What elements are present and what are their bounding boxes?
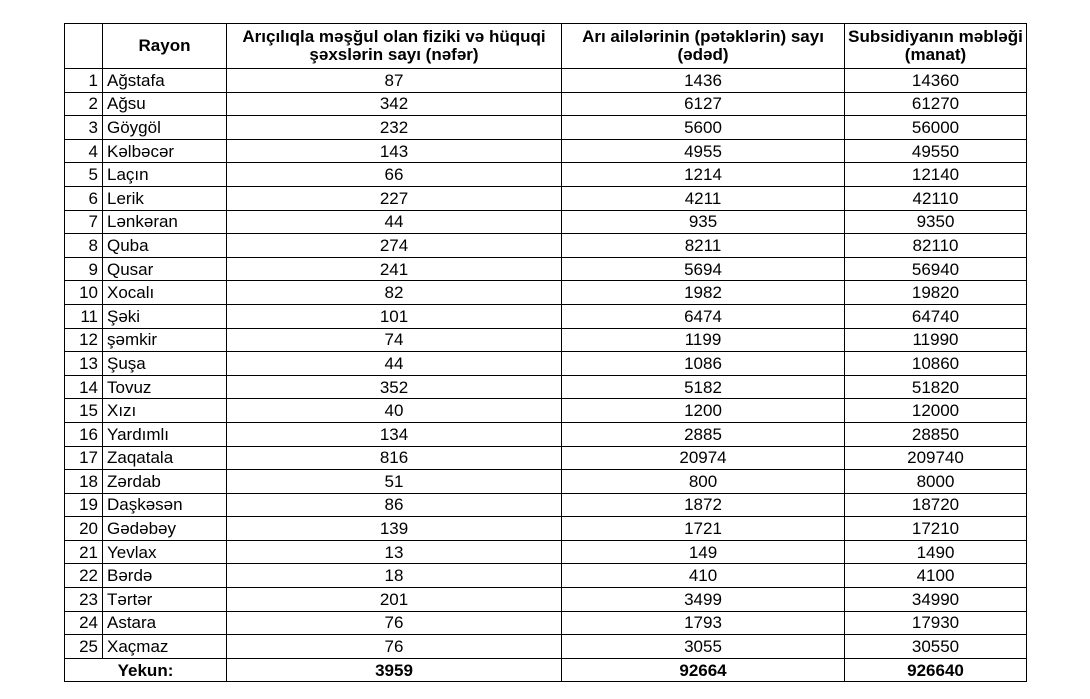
rayon-name: Lənkəran (103, 210, 227, 234)
families-count: 5182 (562, 375, 845, 399)
header-rayon: Rayon (103, 24, 227, 69)
total-row (65, 658, 1027, 682)
table-row (65, 210, 1027, 234)
rayon-name: Zaqatala (103, 446, 227, 470)
table-row (65, 69, 1027, 93)
subsidy-amount: 14360 (845, 69, 1027, 93)
rayon-name: Xızı (103, 399, 227, 423)
header-number (65, 24, 103, 69)
row-number: 1 (65, 69, 103, 93)
table-row (65, 517, 1027, 541)
persons-count: 241 (227, 257, 562, 281)
subsidy-amount: 209740 (845, 446, 1027, 470)
row-number: 5 (65, 163, 103, 187)
table-row (65, 116, 1027, 140)
persons-count: 139 (227, 517, 562, 541)
families-count: 4955 (562, 139, 845, 163)
subsidy-amount: 42110 (845, 186, 1027, 210)
subsidy-amount: 82110 (845, 234, 1027, 258)
subsidy-amount: 49550 (845, 139, 1027, 163)
table-row (65, 234, 1027, 258)
table-row (65, 257, 1027, 281)
families-count: 20974 (562, 446, 845, 470)
table-row (65, 470, 1027, 494)
families-count: 935 (562, 210, 845, 234)
row-number: 17 (65, 446, 103, 470)
families-count: 1872 (562, 493, 845, 517)
persons-count: 76 (227, 635, 562, 659)
persons-count: 74 (227, 328, 562, 352)
total-families: 92664 (562, 658, 845, 682)
families-count: 6474 (562, 304, 845, 328)
families-count: 4211 (562, 186, 845, 210)
rayon-name: Yevlax (103, 540, 227, 564)
subsidy-amount: 61270 (845, 92, 1027, 116)
subsidy-amount: 9350 (845, 210, 1027, 234)
row-number: 10 (65, 281, 103, 305)
persons-count: 816 (227, 446, 562, 470)
header-row (65, 24, 1027, 69)
persons-count: 274 (227, 234, 562, 258)
families-count: 3499 (562, 588, 845, 612)
row-number: 20 (65, 517, 103, 541)
subsidy-amount: 56000 (845, 116, 1027, 140)
header-families: Arı ailələrinin (pətəklərin) sayı (ədəd) (562, 24, 845, 69)
rayon-name: Xocalı (103, 281, 227, 305)
rayon-name: Gədəbəy (103, 517, 227, 541)
row-number: 11 (65, 304, 103, 328)
persons-count: 134 (227, 422, 562, 446)
families-count: 2885 (562, 422, 845, 446)
table-row (65, 399, 1027, 423)
subsidy-amount: 12140 (845, 163, 1027, 187)
table-row (65, 139, 1027, 163)
persons-count: 342 (227, 92, 562, 116)
subsidy-amount: 19820 (845, 281, 1027, 305)
total-subsidy: 926640 (845, 658, 1027, 682)
subsidy-amount: 34990 (845, 588, 1027, 612)
persons-count: 51 (227, 470, 562, 494)
subsidy-amount: 1490 (845, 540, 1027, 564)
header-subsidy: Subsidiyanın məbləği (manat) (845, 24, 1027, 69)
subsidy-amount: 12000 (845, 399, 1027, 423)
rayon-name: Bərdə (103, 564, 227, 588)
subsidy-table (64, 23, 1027, 682)
rayon-name: Tərtər (103, 588, 227, 612)
row-number: 2 (65, 92, 103, 116)
rayon-name: Quba (103, 234, 227, 258)
families-count: 410 (562, 564, 845, 588)
persons-count: 201 (227, 588, 562, 612)
row-number: 3 (65, 116, 103, 140)
families-count: 1982 (562, 281, 845, 305)
row-number: 24 (65, 611, 103, 635)
persons-count: 13 (227, 540, 562, 564)
persons-count: 227 (227, 186, 562, 210)
row-number: 25 (65, 635, 103, 659)
persons-count: 101 (227, 304, 562, 328)
total-label: Yekun: (65, 658, 227, 682)
row-number: 16 (65, 422, 103, 446)
rayon-name: Laçın (103, 163, 227, 187)
families-count: 1086 (562, 352, 845, 376)
persons-count: 44 (227, 352, 562, 376)
row-number: 15 (65, 399, 103, 423)
table-body (65, 69, 1027, 659)
table-row (65, 352, 1027, 376)
rayon-name: Daşkəsən (103, 493, 227, 517)
row-number: 19 (65, 493, 103, 517)
rayon-name: şəmkir (103, 328, 227, 352)
persons-count: 87 (227, 69, 562, 93)
families-count: 1214 (562, 163, 845, 187)
row-number: 7 (65, 210, 103, 234)
rayon-name: Lerik (103, 186, 227, 210)
subsidy-amount: 28850 (845, 422, 1027, 446)
families-count: 8211 (562, 234, 845, 258)
total-persons: 3959 (227, 658, 562, 682)
row-number: 21 (65, 540, 103, 564)
persons-count: 44 (227, 210, 562, 234)
row-number: 18 (65, 470, 103, 494)
row-number: 14 (65, 375, 103, 399)
table-row (65, 186, 1027, 210)
table-header (65, 24, 1027, 69)
families-count: 1436 (562, 69, 845, 93)
subsidy-amount: 56940 (845, 257, 1027, 281)
families-count: 800 (562, 470, 845, 494)
table-row (65, 635, 1027, 659)
families-count: 5600 (562, 116, 845, 140)
persons-count: 82 (227, 281, 562, 305)
rayon-name: Yardımlı (103, 422, 227, 446)
subsidy-amount: 51820 (845, 375, 1027, 399)
table-row (65, 328, 1027, 352)
rayon-name: Şəki (103, 304, 227, 328)
subsidy-amount: 11990 (845, 328, 1027, 352)
subsidy-amount: 8000 (845, 470, 1027, 494)
rayon-name: Ağsu (103, 92, 227, 116)
rayon-name: Xaçmaz (103, 635, 227, 659)
families-count: 5694 (562, 257, 845, 281)
rayon-name: Göygöl (103, 116, 227, 140)
row-number: 23 (65, 588, 103, 612)
subsidy-amount: 10860 (845, 352, 1027, 376)
row-number: 6 (65, 186, 103, 210)
persons-count: 40 (227, 399, 562, 423)
rayon-name: Tovuz (103, 375, 227, 399)
rayon-name: Kəlbəcər (103, 139, 227, 163)
subsidy-amount: 17210 (845, 517, 1027, 541)
table-footer (65, 658, 1027, 682)
table-row (65, 446, 1027, 470)
families-count: 1721 (562, 517, 845, 541)
table-row (65, 493, 1027, 517)
table-row (65, 564, 1027, 588)
table-row (65, 304, 1027, 328)
families-count: 3055 (562, 635, 845, 659)
persons-count: 352 (227, 375, 562, 399)
header-persons: Arıçılıqla məşğul olan fiziki və hüquqi şəxslərin sayı (nəfər) (227, 24, 562, 69)
families-count: 149 (562, 540, 845, 564)
persons-count: 76 (227, 611, 562, 635)
persons-count: 66 (227, 163, 562, 187)
families-count: 1793 (562, 611, 845, 635)
subsidy-amount: 4100 (845, 564, 1027, 588)
table-row (65, 163, 1027, 187)
subsidy-amount: 18720 (845, 493, 1027, 517)
table-row (65, 588, 1027, 612)
table-row (65, 92, 1027, 116)
row-number: 8 (65, 234, 103, 258)
families-count: 1199 (562, 328, 845, 352)
persons-count: 232 (227, 116, 562, 140)
rayon-name: Qusar (103, 257, 227, 281)
rayon-name: Ağstafa (103, 69, 227, 93)
row-number: 22 (65, 564, 103, 588)
rayon-name: Astara (103, 611, 227, 635)
row-number: 4 (65, 139, 103, 163)
row-number: 12 (65, 328, 103, 352)
subsidy-amount: 30550 (845, 635, 1027, 659)
rayon-name: Şuşa (103, 352, 227, 376)
subsidy-amount: 17930 (845, 611, 1027, 635)
subsidy-amount: 64740 (845, 304, 1027, 328)
table-row (65, 611, 1027, 635)
table-row (65, 422, 1027, 446)
rayon-name: Zərdab (103, 470, 227, 494)
persons-count: 86 (227, 493, 562, 517)
table-row (65, 375, 1027, 399)
table-row (65, 281, 1027, 305)
row-number: 13 (65, 352, 103, 376)
persons-count: 18 (227, 564, 562, 588)
table-row (65, 540, 1027, 564)
persons-count: 143 (227, 139, 562, 163)
families-count: 1200 (562, 399, 845, 423)
families-count: 6127 (562, 92, 845, 116)
row-number: 9 (65, 257, 103, 281)
